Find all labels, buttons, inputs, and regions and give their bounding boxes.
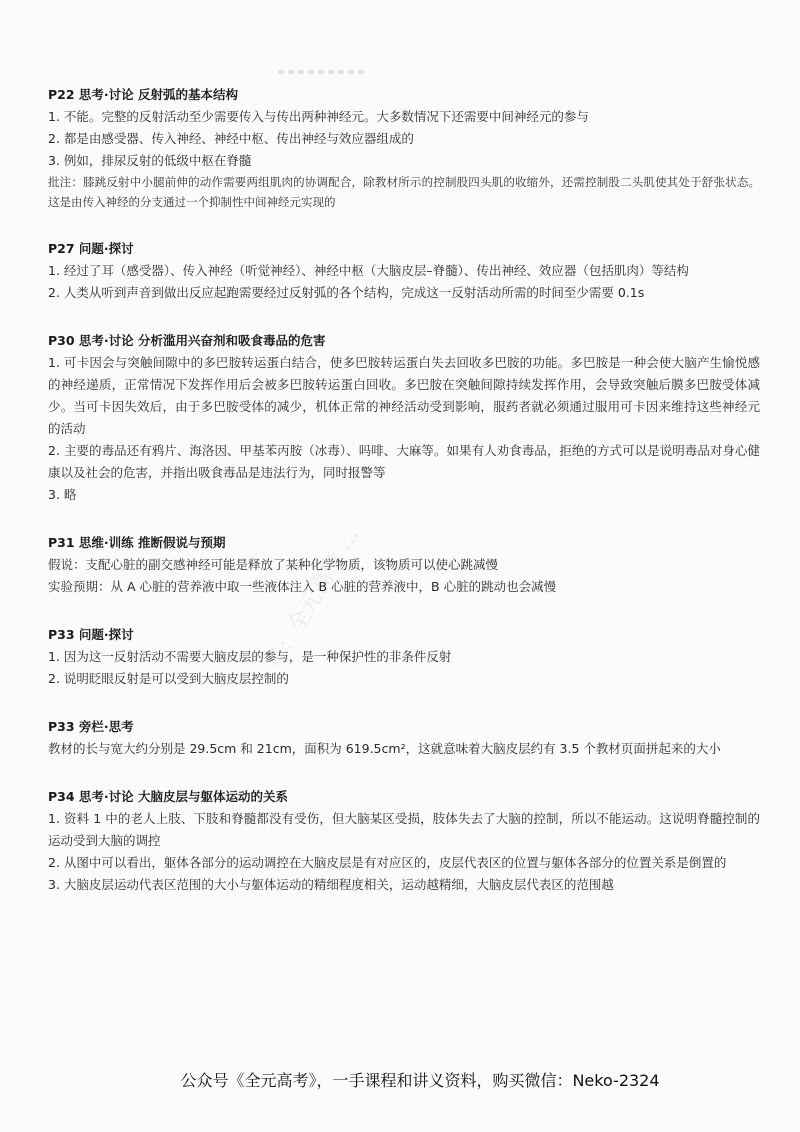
answer-line: 3. 大脑皮层运动代表区范围的大小与躯体运动的精细程度相关，运动越精细，大脑皮层代表区的范围越 — [48, 877, 614, 892]
section-p27 — [48, 238, 760, 304]
answer-line: 2. 主要的毒品还有鸦片、海洛因、甲基苯丙胺（冰毒）、吗啡、大麻等。如果有人劝食毒品，拒绝的方式可以是说明毒品对身心健康以及社会的危害，并指出吸食毒品是违法行为，同时报警等 — [48, 443, 760, 480]
section-p34 — [48, 786, 760, 896]
section-heading: P22 思考·讨论 反射弧的基本结构 — [48, 87, 239, 102]
answer-line: 教材的长与宽大约分别是 29.5cm 和 21cm，面积为 619.5cm²，这就意味着大脑皮层约有 3.5 个教材页面拼起来的大小 — [48, 741, 721, 756]
watermark-text: 号：全元高考 ... — [262, 523, 364, 675]
footer-banner: 公众号《全元高考》，一手课程和讲义资料，购买微信：Neko-2324 — [180, 1071, 660, 1090]
answer-line: 假说：支配心脏的副交感神经可能是释放了某种化学物质，该物质可以使心跳减慢 — [48, 557, 499, 572]
answer-line: 实验预期：从 A 心脏的营养液中取一些液体注入 B 心脏的营养液中，B 心脏的跳动也会减慢 — [48, 579, 557, 594]
scan-artifact — [278, 70, 368, 74]
section-heading: P33 旁栏·思考 — [48, 719, 134, 734]
answer-line: 2. 人类从听到声音到做出反应起跑需要经过反射弧的各个结构，完成这一反射活动所需的时间至少需要 0.1s — [48, 285, 645, 300]
answer-line: 1. 因为这一反射活动不需要大脑皮层的参与，是一种保护性的非条件反射 — [48, 649, 452, 664]
answer-line: 2. 都是由感受器、传入神经、神经中枢、传出神经与效应器组成的 — [48, 131, 414, 146]
section-p33-discussion — [48, 624, 760, 690]
annotation-note: 批注：膝跳反射中小腿前伸的动作需要两组肌肉的协调配合，除教材所示的控制股四头肌的收缩外，还需控制股二头肌使其处于舒张状态。这是由传入神经的分支通过一个抑制性中间神经元实现的 — [48, 175, 760, 209]
answer-line: 3. 略 — [48, 487, 77, 502]
section-p31 — [48, 532, 760, 598]
answer-line: 1. 可卡因会与突触间隙中的多巴胺转运蛋白结合，使多巴胺转运蛋白失去回收多巴胺的功能。多巴胺是一种会使大脑产生愉悦感的神经递质，正常情况下发挥作用后会被多巴胺转运蛋白回收。多巴胺在突触间隙持续发挥作用，会导致突触后膜多巴胺受体减少。当可卡因失效后，由于多巴胺受体的减少，机体正常的神经活动受到影响，服药者就必须通过服用可卡因来维持这些神经元的活动 — [48, 355, 760, 436]
section-heading: P33 问题·探讨 — [48, 627, 134, 642]
section-heading: P31 思维·训练 推断假说与预期 — [48, 535, 226, 550]
section-heading: P30 思考·讨论 分析滥用兴奋剂和吸食毒品的危害 — [48, 333, 326, 348]
answer-line: 1. 资料 1 中的老人上肢、下肢和脊髓都没有受伤，但大脑某区受损，肢体失去了大脑的控制，所以不能运动。这说明脊髓控制的运动受到大脑的调控 — [48, 811, 760, 848]
answer-line: 1. 不能。完整的反射活动至少需要传入与传出两种神经元。大多数情况下还需要中间神经元的参与 — [48, 109, 589, 124]
section-p22 — [48, 84, 760, 212]
section-heading: P27 问题·探讨 — [48, 241, 134, 256]
answer-line: 2. 从图中可以看出，躯体各部分的运动调控在大脑皮层是有对应区的，皮层代表区的位置与躯体各部分的位置关系是倒置的 — [48, 855, 727, 870]
document-body — [48, 84, 760, 922]
answer-line: 3. 例如，排尿反射的低级中枢在脊髓 — [48, 153, 252, 168]
section-p30 — [48, 330, 760, 506]
answer-line: 1. 经过了耳（感受器）、传入神经（听觉神经）、神经中枢（大脑皮层–脊髓）、传出神经、效应器（包括肌肉）等结构 — [48, 263, 689, 278]
section-p33-sidebar — [48, 716, 760, 760]
answer-line: 2. 说明眨眼反射是可以受到大脑皮层控制的 — [48, 671, 289, 686]
section-heading: P34 思考·讨论 大脑皮层与躯体运动的关系 — [48, 789, 289, 804]
